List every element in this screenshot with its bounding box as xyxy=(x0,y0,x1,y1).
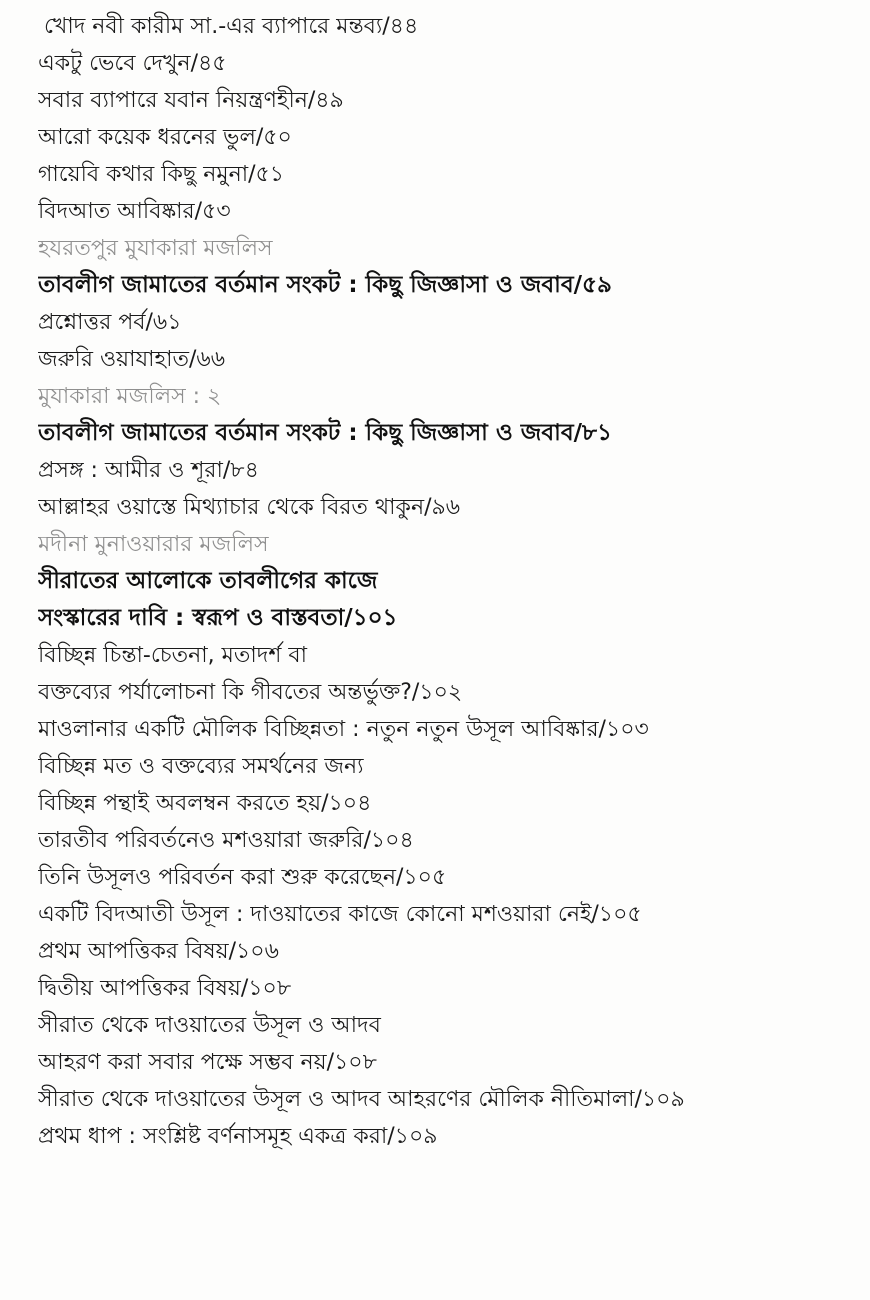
toc-section-heading: মুযাকারা মজলিস : ২ xyxy=(38,384,222,409)
toc-chapter-title: তাবলীগ জামাতের বর্তমান সংকট : কিছু জিজ্ঞাসা ও জবাব/৫৯ xyxy=(38,272,612,298)
toc-chapter-title: সংস্কারের দাবি : স্বরূপ ও বাস্তবতা/১০১ xyxy=(38,605,398,631)
toc-entry: বক্তব্যের পর্যালোচনা কি গীবতের অন্তর্ভুক্ত?/১০২ xyxy=(38,680,463,705)
toc-entry: তিনি উসূলও পরিবর্তন করা শুরু করেছেন/১০৫ xyxy=(38,865,447,890)
toc-entry: সবার ব্যাপারে যবান নিয়ন্ত্রণহীন/৪৯ xyxy=(38,88,344,113)
toc-entry: বিচ্ছিন্ন মত ও বক্তব্যের সমর্থনের জন্য xyxy=(38,754,364,779)
toc-entry: সীরাত থেকে দাওয়াতের উসূল ও আদব xyxy=(38,1013,381,1038)
toc-entry: বিচ্ছিন্ন চিন্তা-চেতনা, মতাদর্শ বা xyxy=(38,643,307,668)
toc-entry: দ্বিতীয় আপত্তিকর বিষয়/১০৮ xyxy=(38,976,292,1001)
toc-section-heading: মদীনা মুনাওয়ারার মজলিস xyxy=(38,532,269,557)
toc-entry: মাওলানার একটি মৌলিক বিচ্ছিন্নতা : নতুন নতুন উসূল আবিষ্কার/১০৩ xyxy=(38,717,649,742)
toc-entry: প্রসঙ্গ : আমীর ও শূরা/৮৪ xyxy=(38,458,259,483)
toc-chapter-title: তাবলীগ জামাতের বর্তমান সংকট : কিছু জিজ্ঞাসা ও জবাব/৮১ xyxy=(38,420,612,446)
toc-entry: খোদ নবী কারীম সা.-এর ব্যাপারে মন্তব্য/৪৪ xyxy=(44,14,419,39)
toc-entry: জরুরি ওয়াযাহাত/৬৬ xyxy=(38,347,226,372)
toc-entry: একটি বিদআতী উসূল : দাওয়াতের কাজে কোনো মশওয়ারা নেই/১০৫ xyxy=(38,902,642,927)
toc-entry: প্রথম আপত্তিকর বিষয়/১০৬ xyxy=(38,939,279,964)
toc-entry: সীরাত থেকে দাওয়াতের উসূল ও আদব আহরণের মৌলিক নীতিমালা/১০৯ xyxy=(38,1087,685,1112)
toc-entry: তারতীব পরিবর্তনেও মশওয়ারা জরুরি/১০৪ xyxy=(38,828,414,853)
toc-entry: প্রথম ধাপ : সংশ্লিষ্ট বর্ণনাসমূহ একত্র করা/১০৯ xyxy=(38,1124,438,1149)
toc-entry: আহরণ করা সবার পক্ষে সম্ভব নয়/১০৮ xyxy=(38,1050,377,1075)
toc-entry: বিচ্ছিন্ন পন্থাই অবলম্বন করতে হয়/১০৪ xyxy=(38,791,372,816)
toc-entry: প্রশ্নোত্তর পর্ব/৬১ xyxy=(38,310,182,335)
toc-entry: গায়েবি কথার কিছু নমুনা/৫১ xyxy=(38,162,285,187)
toc-entry: বিদআত আবিষ্কার/৫৩ xyxy=(38,199,231,224)
toc-entry: আরো কয়েক ধরনের ভুল/৫০ xyxy=(38,125,292,150)
table-of-contents xyxy=(38,8,858,1155)
toc-entry: আল্লাহর ওয়াস্তে মিথ্যাচার থেকে বিরত থাকুন/৯৬ xyxy=(38,495,461,520)
toc-section-heading: হযরতপুর মুযাকারা মজলিস xyxy=(38,236,273,261)
toc-chapter-title: সীরাতের আলোকে তাবলীগের কাজে xyxy=(38,568,378,594)
toc-entry: একটু ভেবে দেখুন/৪৫ xyxy=(38,51,227,76)
